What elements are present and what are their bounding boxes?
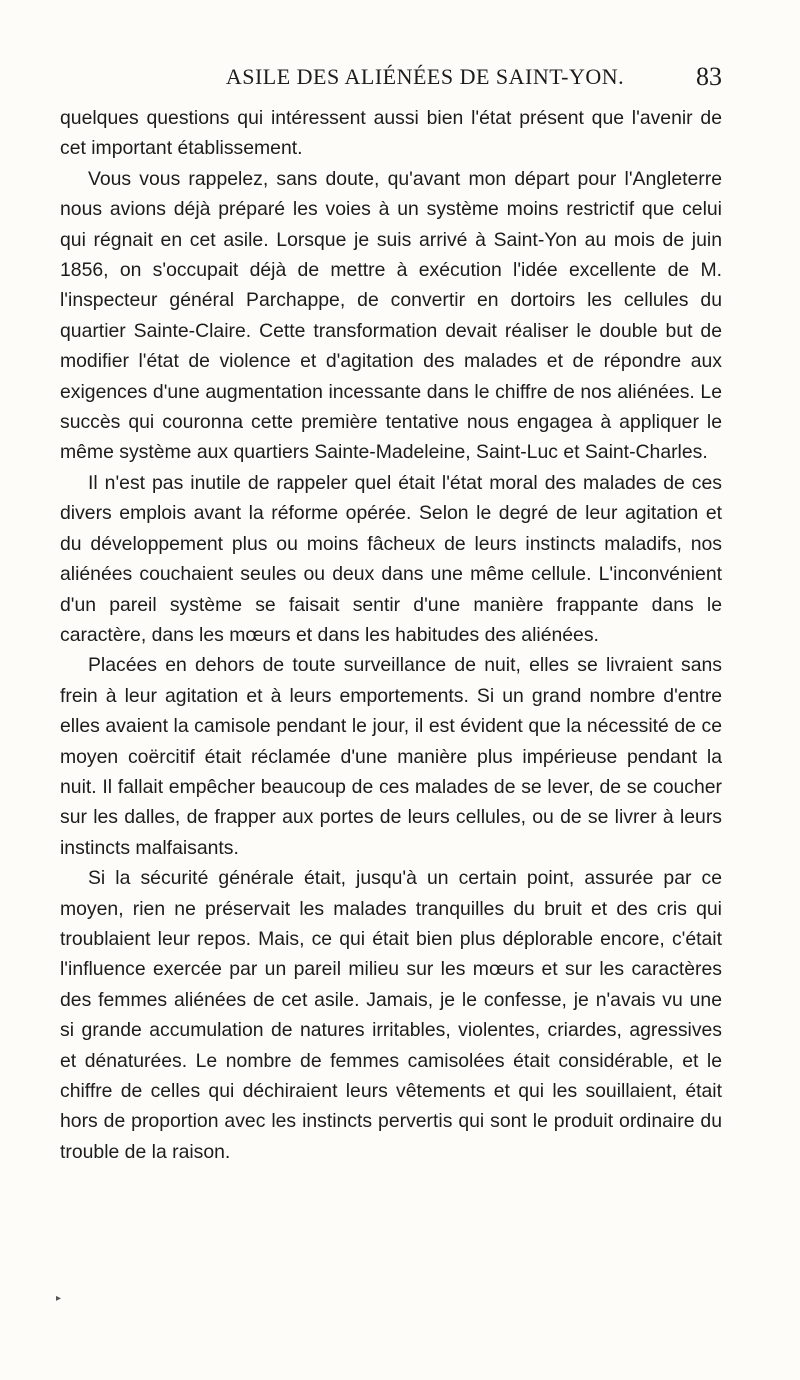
paragraph-3: Il n'est pas inutile de rappeler quel était l'état moral des malades de ces divers emplois avant la réforme opérée. Selon le degré de leur agitation et du développement plus ou moins fâcheux de leurs instincts maladifs, nos aliénées couchaient seules ou deux dans une même cellule. L'inconvénient d'un pareil système se faisait sentir d'une manière frappante dans le caractère, dans les mœurs et dans les habitudes des aliénées. bbox=[60, 471, 722, 646]
margin-speck: ▸ bbox=[56, 1293, 62, 1304]
running-title: ASILE DES ALIÉNÉES DE SAINT-YON. bbox=[225, 64, 625, 89]
running-head bbox=[128, 62, 722, 92]
paragraph-5: Si la sécurité générale était, jusqu'à un certain point, assurée par ce moyen, rien ne préservait les malades tranquilles du bruit et des cris qui troublaient leur repos. Mais, ce qui était bien plus déplorable encore, c'était l'influence exercée par un pareil milieu sur les mœurs et sur les caractères des femmes aliénées de cet asile. Jamais, je le confesse, je n'avais vu une si grande accumulation de natures irritables, violentes, criardes, agressives et dénaturées. Le nombre de femmes camisolées était considérable, et le chiffre de celles qui déchiraient leurs vêtements et qui les souillaient, était hors de proportion avec les instincts pervertis qui sont le produit ordinaire du trouble de la raison. bbox=[60, 867, 722, 1163]
paragraph-1: quelques questions qui intéressent aussi bien l'état présent que l'avenir de cet important établissement. bbox=[60, 107, 722, 160]
page-number: 83 bbox=[696, 62, 722, 91]
paragraph-4: Placées en dehors de toute surveillance de nuit, elles se livraient sans frein à leur agitation et à leurs emportements. Si un grand nombre d'entre elles avaient la camisole pendant le jour, il est évident que la nécessité de ce moyen coërcitif était réclamée d'une manière plus impérieuse pendant la nuit. Il fallait empêcher beaucoup de ces malades de se lever, de se coucher sur les dalles, de frapper aux portes de leurs cellules, ou de se livrer à leurs instincts malfaisants. bbox=[60, 654, 722, 859]
body-text bbox=[60, 103, 722, 1167]
paragraph-2: Vous vous rappelez, sans doute, qu'avant mon départ pour l'Angleterre nous avions déjà préparé les voies à un système moins restrictif que celui qui régnait en cet asile. Lorsque je suis arrivé à Saint-Yon au mois de juin 1856, on s'occupait déjà de mettre à exécution l'idée excellente de M. l'inspecteur général Parchappe, de convertir en dortoirs les cellules du quartier Sainte-Claire. Cette transformation devait réaliser le double but de modifier l'état de violence et d'agitation des malades et de répondre aux exigences d'une augmentation incessante dans le chiffre de nos aliénées. Le succès qui couronna cette première tentative nous engagea à appliquer le même système aux quartiers Sainte-Madeleine, Saint-Luc et Saint-Charles. bbox=[60, 167, 722, 464]
